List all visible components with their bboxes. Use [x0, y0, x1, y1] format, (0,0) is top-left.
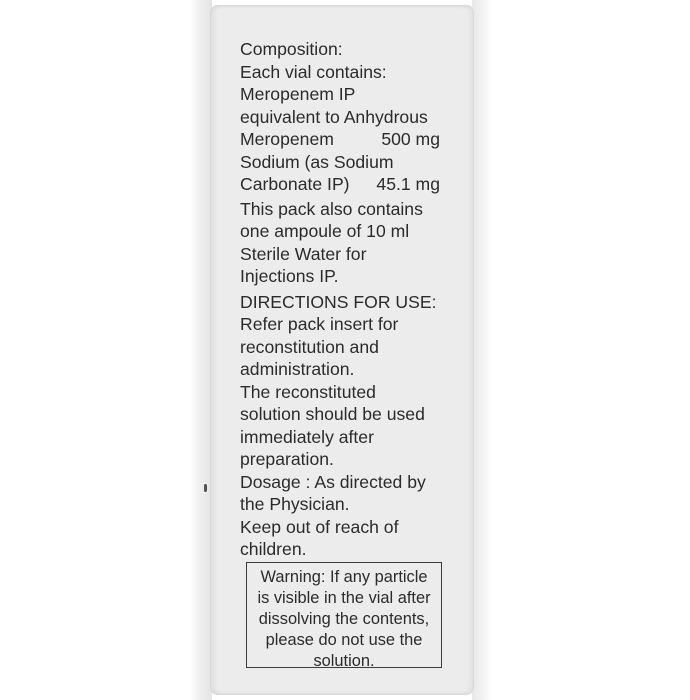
pack-edge-mark: [204, 484, 207, 492]
pack-left-edge: [190, 0, 212, 700]
directions-line: reconstitution and: [240, 336, 379, 357]
warning-line: please do not use the: [265, 631, 423, 649]
directions-line: the Physician.: [240, 494, 350, 514]
directions-line: Refer pack insert for: [240, 314, 399, 334]
warning-line: is visible in the vial after: [257, 589, 431, 607]
pack-contents-line: Sterile Water for: [240, 243, 367, 264]
directions-line: Dosage : As directed by: [240, 471, 426, 492]
ingredient-amount: 45.1 mg: [376, 174, 440, 194]
ingredient-amount: 500 mg: [381, 129, 440, 149]
directions-line: The reconstituted: [240, 381, 376, 402]
ingredient-row-sodium: [240, 173, 440, 196]
ingredient-row-meropenem: [240, 128, 440, 151]
directions-heading: DIRECTIONS FOR USE:: [240, 291, 437, 312]
directions-line: solution should be used: [240, 404, 425, 424]
ingredient-name: Meropenem: [240, 129, 334, 149]
warning-line: solution.: [313, 652, 375, 670]
directions-line: Keep out of reach of: [240, 516, 399, 537]
ingredient-name: Carbonate IP): [240, 174, 350, 194]
warning-line: dissolving the contents,: [258, 610, 430, 628]
composition-line: Sodium (as Sodium: [240, 151, 394, 172]
pack-contents-line: Injections IP.: [240, 266, 339, 286]
directions-line: children.: [240, 539, 307, 559]
directions-line: immediately after: [240, 426, 374, 447]
composition-line: Each vial contains:: [240, 61, 387, 82]
directions-line: administration.: [240, 359, 355, 379]
directions-line: preparation.: [240, 449, 334, 469]
label-text-block: [240, 38, 480, 561]
warning-line: Warning: If any particle: [260, 568, 428, 586]
composition-heading: Composition:: [240, 39, 343, 59]
pack-contents-line: This pack also contains: [240, 198, 423, 219]
pack-contents-line: one ampoule of 10 ml: [240, 221, 410, 241]
composition-line: Meropenem IP: [240, 84, 356, 104]
warning-box: [246, 562, 442, 668]
composition-line: equivalent to Anhydrous: [240, 106, 428, 127]
